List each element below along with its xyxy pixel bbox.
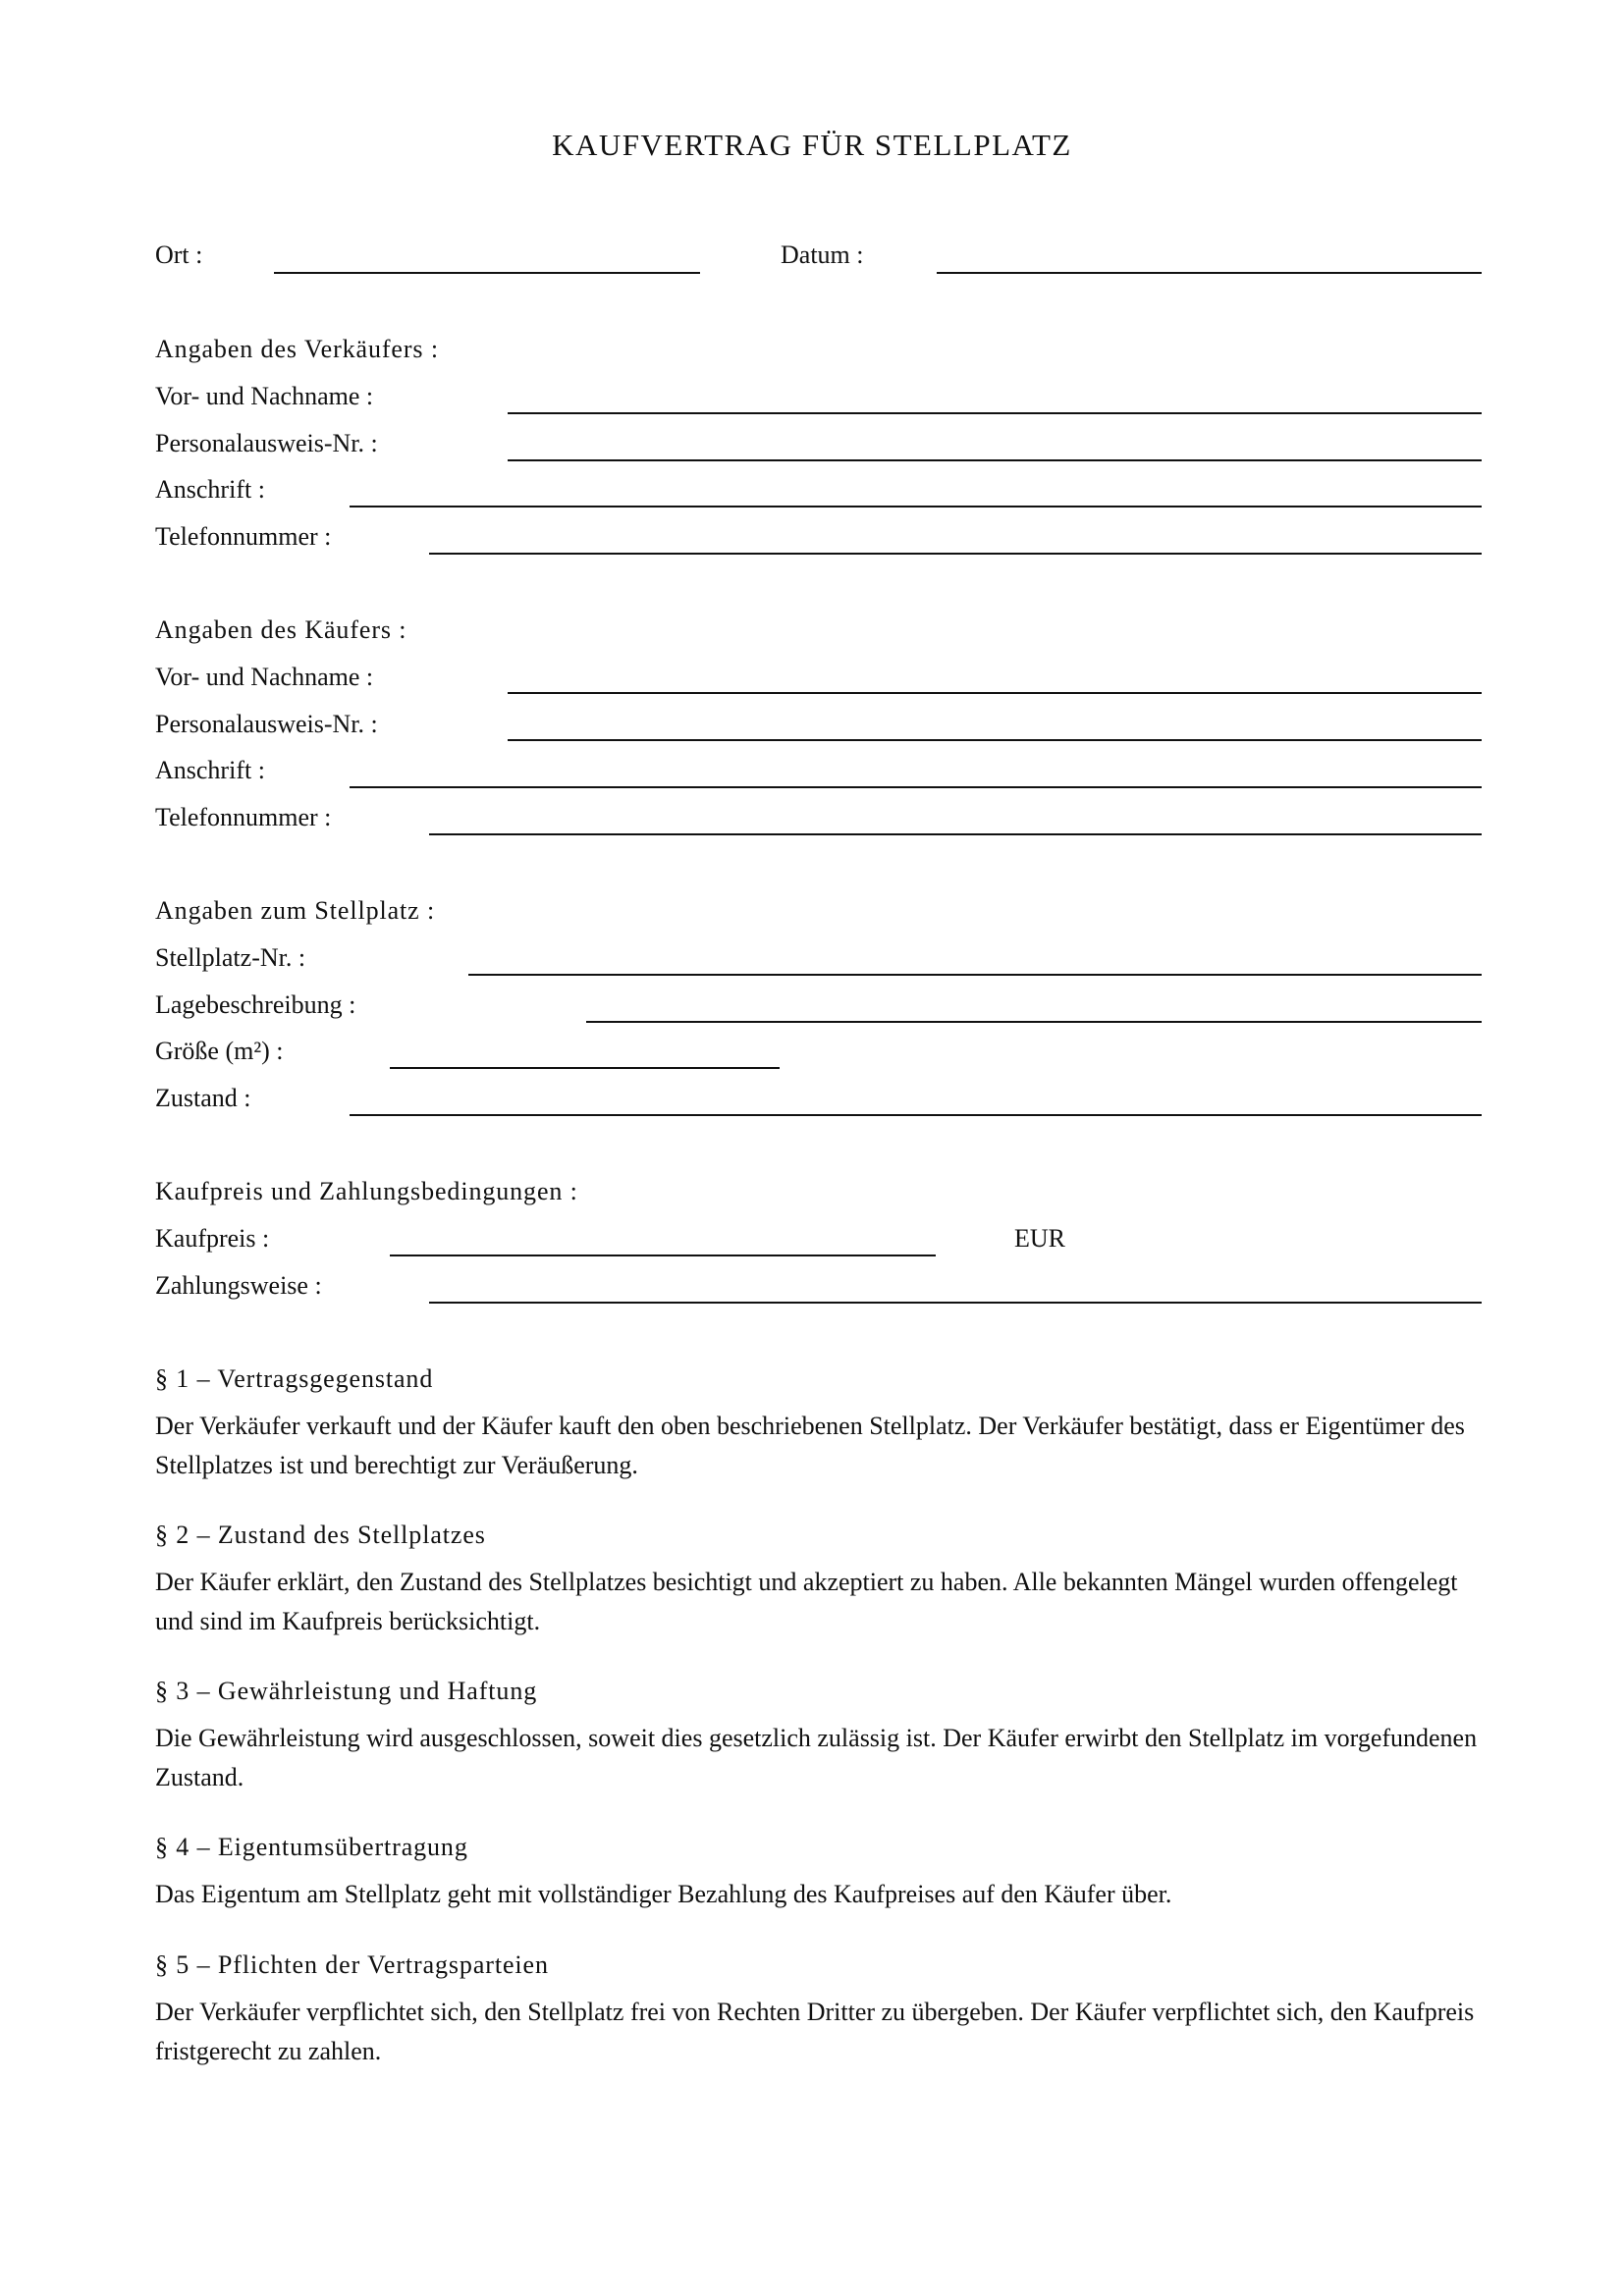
- seller-id-label: Personalausweis-Nr. :: [155, 429, 378, 457]
- section-2-text: Der Käufer erklärt, den Zustand des Stellplatzes besichtigt und akzeptiert zu haben. Alle bekannten Mängel wurden offengelegt und sind im Kaufpreis berücksichtigt.: [155, 1568, 1458, 1635]
- seller-id-field-line[interactable]: [508, 459, 1482, 461]
- price-label: Kaufpreis :: [155, 1224, 270, 1253]
- section-4-text: Das Eigentum am Stellplatz geht mit vollständiger Bezahlung des Kaufpreises auf den Käufer über.: [155, 1880, 1172, 1908]
- date-label: Datum :: [781, 240, 864, 269]
- parking-location-field-line[interactable]: [586, 1021, 1482, 1023]
- seller-heading: Angaben des Verkäufers :: [155, 335, 439, 363]
- parking-size-field-line[interactable]: [390, 1067, 780, 1069]
- parking-heading: Angaben zum Stellplatz :: [155, 896, 436, 925]
- price-heading: Kaufpreis und Zahlungsbedingungen :: [155, 1177, 578, 1205]
- buyer-name-field-line[interactable]: [508, 692, 1482, 694]
- buyer-address-label: Anschrift :: [155, 756, 265, 784]
- parking-number-label: Stellplatz-Nr. :: [155, 943, 306, 972]
- section-5-heading: § 5 – Pflichten der Vertragsparteien: [155, 1950, 549, 1979]
- section-2-heading: § 2 – Zustand des Stellplatzes: [155, 1521, 486, 1549]
- parking-location-label: Lagebeschreibung :: [155, 990, 356, 1019]
- section-5-text: Der Verkäufer verpflichtet sich, den Stellplatz frei von Rechten Dritter zu übergeben. Der Käufer verpflichtet sich, den Kaufpreis fristgerecht zu zahlen.: [155, 1998, 1475, 2065]
- section-3-text: Die Gewährleistung wird ausgeschlossen, soweit dies gesetzlich zulässig ist. Der Käufer erwirbt den Stellplatz im vorgefundenen Zustand.: [155, 1724, 1478, 1791]
- section-1-text: Der Verkäufer verkauft und der Käufer kauft den oben beschriebenen Stellplatz. Der Verkäufer bestätigt, dass er Eigentümer des Stellplatzes ist und berechtigt zur Veräußerung.: [155, 1412, 1465, 1479]
- section-3-heading: § 3 – Gewährleistung und Haftung: [155, 1677, 538, 1705]
- page-title: KAUFVERTRAG FÜR STELLPLATZ: [552, 128, 1072, 162]
- parking-condition-field-line[interactable]: [350, 1114, 1482, 1116]
- price-field-line[interactable]: [390, 1255, 936, 1256]
- parking-number-field-line[interactable]: [468, 974, 1482, 976]
- payment-field-line[interactable]: [429, 1302, 1482, 1304]
- buyer-heading: Angaben des Käufers :: [155, 615, 407, 644]
- seller-address-field-line[interactable]: [350, 506, 1482, 507]
- buyer-name-label: Vor- und Nachname :: [155, 663, 374, 691]
- buyer-address-field-line[interactable]: [350, 786, 1482, 788]
- parking-size-label: Größe (m²) :: [155, 1037, 284, 1065]
- buyer-id-label: Personalausweis-Nr. :: [155, 710, 378, 738]
- seller-address-label: Anschrift :: [155, 475, 265, 504]
- section-1-heading: § 1 – Vertragsgegenstand: [155, 1364, 434, 1393]
- buyer-phone-field-line[interactable]: [429, 833, 1482, 835]
- buyer-phone-label: Telefonnummer :: [155, 803, 332, 831]
- currency-label: EUR: [1014, 1224, 1065, 1253]
- parking-condition-label: Zustand :: [155, 1084, 251, 1112]
- payment-label: Zahlungsweise :: [155, 1271, 322, 1300]
- seller-phone-label: Telefonnummer :: [155, 522, 332, 551]
- section-4-heading: § 4 – Eigentumsübertragung: [155, 1833, 468, 1861]
- buyer-id-field-line[interactable]: [508, 739, 1482, 741]
- seller-name-field-line[interactable]: [508, 412, 1482, 414]
- place-field-line[interactable]: [274, 272, 700, 274]
- place-label: Ort :: [155, 240, 203, 269]
- seller-name-label: Vor- und Nachname :: [155, 382, 374, 410]
- seller-phone-field-line[interactable]: [429, 553, 1482, 555]
- date-field-line[interactable]: [937, 272, 1482, 274]
